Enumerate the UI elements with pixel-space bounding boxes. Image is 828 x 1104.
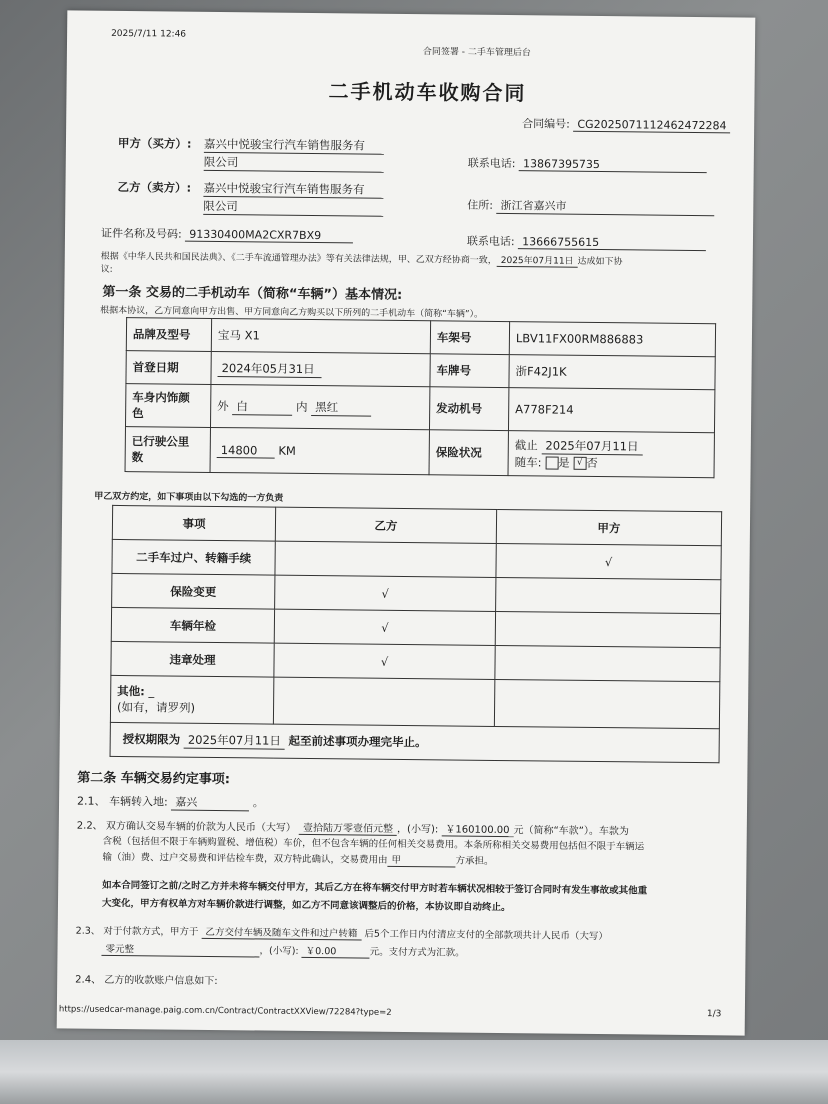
party-a-name-2: 限公司 <box>204 154 384 173</box>
c24-text: 乙方的收款账户信息如下: <box>104 974 218 988</box>
c22-l2: 含税（包括但不限于车辆购置税、增值税）车价，但不包含车辆的任何相关交易费用。本条所称相关交易费用包括但不限于车辆运 <box>102 835 645 853</box>
c23-cond: 乙方交付车辆及随车文件和过户转籍 <box>201 924 361 941</box>
duty-item: 二手车过户、转籍手续 <box>112 539 275 575</box>
col-b: 乙方 <box>275 507 496 543</box>
basis-date: 2025年07月11日 <box>497 253 578 268</box>
party-b-name-2: 限公司 <box>203 198 383 217</box>
color-label-1: 车身内饰颜 <box>132 390 190 405</box>
contract-no-label: 合同编号: <box>522 117 570 131</box>
duty-b[interactable]: √ <box>274 643 495 679</box>
reg-cell <box>211 351 430 386</box>
bold-clause-l1: 如本合同签订之前/之时乙方并未将车辆交付甲方，其后乙方在将车辆交付甲方时若车辆状况相较于签订合同时有发生事故或其他重 <box>102 879 648 897</box>
c23-b: 后5个工作日内付清应支付的全部款项共计人民币（大写） <box>364 928 609 943</box>
mileage-label <box>125 427 210 473</box>
c21-no: 2.1、 <box>77 794 106 808</box>
duty-item: 保险变更 <box>112 573 275 609</box>
party-a-name-1: 嘉兴中悦骏宝行汽车销售服务有 <box>204 136 384 155</box>
deadline-value: 2025年07月11日 <box>184 732 285 750</box>
print-page-title: 合同签署 - 二手车管理后台 <box>422 47 531 59</box>
vehicle-table <box>125 317 717 478</box>
insurance-deadline <box>515 437 708 456</box>
c23-upper: 零元整 <box>101 941 259 958</box>
party-b-name-1: 嘉兴中悦骏宝行汽车销售服务有 <box>203 180 383 199</box>
party-b-label: 乙方（卖方）: <box>117 179 192 195</box>
party-b-phone-value: 13666755615 <box>518 235 706 251</box>
plate-value: 浙F42J1K <box>509 355 715 390</box>
table-row <box>125 384 714 433</box>
party-b-address-label: 住所: <box>467 198 494 212</box>
party-a-phone-value: 13867395735 <box>519 157 707 173</box>
color-cell <box>210 384 429 429</box>
insurance-cell <box>508 431 714 478</box>
c23-c: ，(小写): <box>259 945 299 957</box>
duties-intro <box>94 489 283 504</box>
ins-prefix: 截止 <box>514 437 538 452</box>
ext-color: 白 <box>232 398 292 416</box>
c22-payer: 甲 <box>387 852 455 868</box>
follow-no-checkbox[interactable]: √ <box>573 456 586 469</box>
mileage-cell <box>210 427 429 474</box>
print-datetime: 2025/7/11 12:46 <box>111 28 187 40</box>
duty-a[interactable]: √ <box>496 543 721 579</box>
c22-no: 2.2、 <box>76 820 103 832</box>
c22-lower: ￥160100.00 <box>441 820 513 837</box>
duties-table <box>110 505 723 763</box>
contract-no-value: CG2025071112462472284 <box>573 118 730 134</box>
duty-a[interactable] <box>495 611 720 647</box>
insurance-label: 保险状况 <box>429 430 508 476</box>
mileage-label-1: 已行驶公里 <box>131 434 190 449</box>
clause-2-3-l1 <box>76 923 608 944</box>
other-label: 其他: <box>117 683 145 699</box>
clause-2-2-l3 <box>102 849 493 868</box>
c21-label: 车辆转入地: <box>109 794 168 809</box>
color-label-2: 色 <box>132 406 144 421</box>
party-b-id <box>101 225 353 244</box>
engine-value: A778F214 <box>508 388 714 433</box>
deadline-label: 授权期限为 <box>122 732 181 747</box>
deadline-tail: 起至前述事项办理完毕止。 <box>288 733 427 750</box>
duty-item: 车辆年检 <box>111 607 274 643</box>
plate-label <box>430 354 509 388</box>
other-b[interactable] <box>273 677 494 726</box>
other-a[interactable] <box>494 679 719 728</box>
c22-upper: 壹拾陆万零壹佰元整 <box>299 819 397 836</box>
contract-no <box>522 115 731 133</box>
reg-value: 2024年05月31日 <box>218 360 322 378</box>
ins-deadline: 2025年07月11日 <box>541 437 642 455</box>
basis-line <box>101 249 623 268</box>
other-note: (如有，请罗列) <box>116 699 196 715</box>
int-prefix: 内 <box>295 399 308 414</box>
c22-l3a: 输（油）费、过户交易费和评估检车费，双方特此确认，交易费用由 <box>102 851 388 866</box>
other-value: _ <box>148 684 155 699</box>
duties-intro-text: 甲乙双方约定，如下事项由以下勾选的一方负责 <box>94 491 284 504</box>
article1-intro: 根据本协议，乙方同意向甲方出售、甲方同意向乙方购买以下所列的二手机动车（简称“车辆”）。 <box>100 305 484 320</box>
party-a-phone <box>468 155 707 174</box>
duty-b[interactable]: √ <box>274 609 495 645</box>
table-row <box>110 675 719 728</box>
table-row <box>110 722 719 762</box>
vin-value: LBV11FX00RM886883 <box>509 322 715 357</box>
c23-d: 元。支付方式为汇款。 <box>369 946 465 959</box>
clause-2-1 <box>77 793 264 812</box>
c21-value: 嘉兴 <box>171 794 249 812</box>
c22-l3b: 方承担。 <box>455 855 494 867</box>
brand-value: 宝马 X1 <box>211 318 430 353</box>
mileage-label-2: 数 <box>131 450 144 465</box>
duty-b[interactable] <box>275 541 496 577</box>
clause-2-4 <box>75 971 218 987</box>
vin-label: 车架号 <box>430 321 509 355</box>
contract-page <box>57 10 756 1035</box>
follow-yes-label: 是 <box>558 455 570 470</box>
contract-title: 二手机动车收购合同 <box>328 79 527 106</box>
color-label <box>125 384 210 428</box>
party-b-phone <box>467 233 706 252</box>
c23-no: 2.3、 <box>75 925 101 937</box>
mileage-unit: KM <box>278 443 296 458</box>
bold-clause-l2: 大变化，甲方有权单方对车辆价款进行调整，如乙方不同意该调整后的价格，本协议即自动终止。 <box>101 897 511 914</box>
basis-line-2: 议: <box>100 264 113 275</box>
c24-no: 2.4、 <box>75 974 102 986</box>
basis-text: 根据《中华人民共和国民法典》、《二手车流通管理办法》等有关法律法规，甲、乙双方经协商一致， <box>100 251 497 266</box>
party-b-phone-label: 联系电话: <box>466 234 515 249</box>
col-item: 事项 <box>112 505 275 541</box>
follow-yes-checkbox[interactable] <box>545 456 558 469</box>
table-row <box>125 427 714 478</box>
party-a-phone-label: 联系电话: <box>467 156 516 171</box>
article2-title: 第二条 车辆交易约定事项: <box>77 770 231 788</box>
c21-end: 。 <box>252 796 264 810</box>
col-a: 甲方 <box>496 509 721 545</box>
footer-page: 1/3 <box>706 1009 722 1020</box>
duty-a[interactable] <box>496 577 721 613</box>
duty-b[interactable]: √ <box>275 575 496 611</box>
duty-item: 违章处理 <box>111 641 274 677</box>
duty-a[interactable] <box>495 645 720 681</box>
plate-label-text: 车牌号 <box>436 363 472 378</box>
brand-label: 品牌及型号 <box>126 318 211 352</box>
party-b-id-value: 91330400MA2CXR7BX9 <box>185 228 353 244</box>
other-cell <box>110 675 273 724</box>
c23-lower: ￥0.00 <box>302 943 370 959</box>
deadline-cell <box>110 722 719 762</box>
c22-l1a: 双方确认交易车辆的价款为人民币（大写） <box>105 820 296 834</box>
party-b-id-label: 证件名称及号码: <box>100 226 182 241</box>
follow-no-label: 否 <box>586 455 598 470</box>
ext-prefix: 外 <box>217 398 229 413</box>
basis-tail: 达成如下协 <box>577 256 623 268</box>
mileage-value: 14800 <box>217 443 275 459</box>
follow-row <box>515 454 708 472</box>
footer-url: https://usedcar-manage.paig.com.cn/Contract/ContractXXView/72284?type=2 <box>58 1004 392 1018</box>
party-b-address-value: 浙江省嘉兴市 <box>496 197 714 216</box>
c22-l1c: 元（简称“车款”）。车款为 <box>513 825 629 838</box>
background-fabric <box>0 1040 828 1104</box>
party-b-address <box>467 197 714 217</box>
party-a-label: 甲方（买方）: <box>117 135 192 151</box>
engine-label: 发动机号 <box>429 387 508 431</box>
c22-l1b: ，(小写): <box>397 823 439 836</box>
clause-2-3-l2 <box>101 941 464 960</box>
reg-label: 首登日期 <box>126 351 211 385</box>
c23-a: 对于付款方式，甲方于 <box>103 925 199 938</box>
follow-label: 随车: <box>514 454 542 469</box>
int-color: 黑红 <box>311 399 371 417</box>
article1-title: 第一条 交易的二手机动车（简称“车辆”）基本情况: <box>102 284 403 303</box>
